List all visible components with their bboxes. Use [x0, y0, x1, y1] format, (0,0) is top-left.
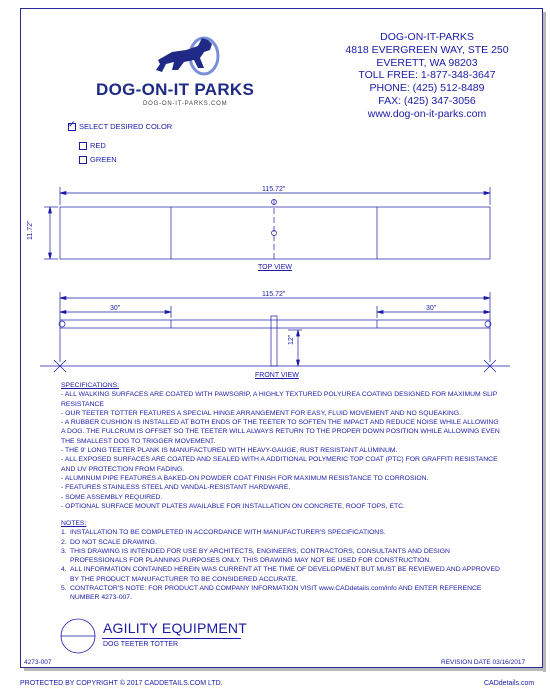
specifications	[61, 381, 501, 511]
note-text: CONTRACTOR'S NOTE: FOR PRODUCT AND COMPANY INFORMATION VISIT www.CADdetails.com/info AND ENTER REFERENCE NUMBER 4273-007.	[70, 585, 482, 602]
notes-heading: NOTES:	[61, 520, 87, 527]
sheet-shadow	[24, 668, 546, 671]
company-website: www.dog-on-it-parks.com	[367, 107, 487, 120]
dog-logo-icon	[152, 34, 236, 80]
color-select-label	[68, 122, 172, 131]
spec-item: - ALL EXPOSED SURFACES ARE COATED AND SEALED WITH A ADDITIONAL POLYMERIC TOP COAT (PTC) FOR GRAFFITI RESISTANCE AND UV PROTECTION FROM FADING.	[61, 456, 498, 473]
reference-number: 4273-007	[24, 659, 52, 666]
checkbox-icon[interactable]	[79, 142, 87, 150]
company-line: EVERETT, WA 98203	[376, 56, 478, 69]
color-select-text: SELECT DESIRED COLOR	[79, 122, 173, 131]
note-item	[61, 547, 501, 566]
spec-item: - FEATURES STAINLESS STEEL AND VANDAL-RESISTANT HARDWARE.	[61, 484, 291, 492]
spec-item: - A RUBBER CUSHION IS INSTALLED AT BOTH ENDS OF THE TEETER TO SOFTEN THE IMPACT AND REDUCE NOISE WHILE ALLOWING A DOG. THE FULCRUM IS OFFSET SO THE TEETER WILL ALWAYS RETURN TO THE PROPER DOWN POSITION WHILE ALLOWING EVEN THE SMALLEST DOG TO TRIGGER MOVEMENT.	[61, 419, 500, 445]
company-line: TOLL FREE: 1-877-348-3647	[358, 69, 496, 82]
company-info	[337, 31, 517, 121]
top-view-height-dim: 11.72"	[27, 220, 34, 240]
note-number: 1.	[61, 529, 67, 537]
note-text: THIS DRAWING IS INTENDED FOR USE BY ARCHITECTS, ENGINEERS, CONTRACTORS, CONSULTANTS AND DESIGN PROFESSIONALS FOR PLANNING PURPOSES ONLY. THIS DRAWING MAY NOT BE USED FOR CONSTRUCTION.	[70, 547, 450, 565]
spec-item: - SOME ASSEMBLY REQUIRED.	[61, 493, 163, 501]
front-view-label: FRONT VIEW	[255, 372, 299, 379]
color-option-green[interactable]	[79, 155, 117, 164]
front-view-right-dim: 30"	[426, 305, 437, 312]
logo-url: DOG-ON-IT-PARKS.COM	[143, 101, 228, 107]
note-item	[61, 538, 501, 547]
note-text: INSTALLATION TO BE COMPLETED IN ACCORDANCE WITH MANUFACTURER'S SPECIFICATIONS.	[70, 529, 386, 537]
front-view-height-dim: 12"	[288, 334, 295, 345]
front-view-width-dim: 115.72"	[262, 291, 286, 298]
color-option-red[interactable]	[79, 141, 106, 150]
note-number: 5.	[61, 585, 67, 593]
checkbox-icon[interactable]	[68, 123, 76, 131]
top-view-width-dim: 115.72"	[262, 186, 286, 193]
drawing-subtitle: DOG TEETER TOTTER	[103, 641, 179, 648]
spec-item: - ALL WALKING SURFACES ARE COATED WITH PAWSGRIP, A HIGHLY TEXTURED POLYUREA COATING DESIGNED FOR MAXIMUM SLIP RESISTANCE	[61, 391, 498, 408]
sheet-shadow	[543, 12, 546, 672]
spec-item: - OPTIONAL SURFACE MOUNT PLATES AVAILABLE FOR INSTALLATION ON CONCRETE, ROOF TOPS, ETC.	[61, 502, 405, 510]
company-line: DOG-ON-IT-PARKS	[380, 31, 474, 43]
color-option-label: GREEN	[90, 155, 117, 164]
revision-date: REVISION DATE 03/16/2017	[441, 659, 526, 666]
note-number: 2.	[61, 538, 67, 546]
spec-item: - OUR TEETER TOTTER FEATURES A SPECIAL HINGE ARRANGEMENT FOR EASY, FLUID MOVEMENT AND NO SQUEAKING.	[61, 409, 461, 417]
note-text: ALL INFORMATION CONTAINED HEREIN WAS CURRENT AT THE TIME OF DEVELOPMENT BUT MUST BE REVIEWED AND APPROVED BY THE PRODUCT MANUFACTURER TO BE CONSIDERED ACCURATE.	[70, 566, 500, 583]
front-view-drawing	[40, 290, 510, 375]
note-item	[61, 565, 501, 584]
note-number: 4.	[61, 566, 67, 574]
top-view-drawing	[40, 185, 510, 270]
company-line: FAX: (425) 347-3056	[378, 94, 476, 107]
company-line: 4818 EVERGREEN WAY, STE 250	[345, 43, 509, 56]
spec-item: - ALUMINUM PIPE FEATURES A BAKED-ON POWDER COAT FINISH FOR MAXIMUM RESISTANCE TO CORROSION.	[61, 474, 429, 482]
notes	[61, 519, 501, 603]
spec-item: - THE 9' LONG TEETER PLANK IS MANUFACTURED WITH HEAVY-GAUGE, RUST RESISTANT ALUMINUM.	[61, 447, 398, 455]
title-underline	[102, 638, 241, 639]
drawing-title: AGILITY EQUIPMENT	[103, 620, 247, 636]
detail-circle-icon	[60, 618, 96, 654]
company-line: PHONE: (425) 512-8489	[369, 82, 485, 95]
caddetails-link[interactable]: CADdetails.com	[484, 680, 535, 687]
color-option-label: RED	[90, 141, 106, 150]
checkbox-icon[interactable]	[79, 156, 87, 164]
specifications-heading: SPECIFICATIONS:	[61, 382, 120, 389]
note-number: 3.	[61, 547, 67, 555]
note-text: DO NOT SCALE DRAWING.	[70, 538, 157, 546]
front-view-left-dim: 30"	[110, 305, 121, 312]
top-view-label: TOP VIEW	[258, 264, 292, 271]
note-item	[61, 584, 501, 603]
copyright-notice: PROTECTED BY COPYRIGHT © 2017 CADDETAILS.COM LTD.	[20, 680, 223, 687]
note-item	[61, 528, 501, 537]
logo-wordmark: DOG-ON-IT PARKS	[96, 80, 255, 99]
